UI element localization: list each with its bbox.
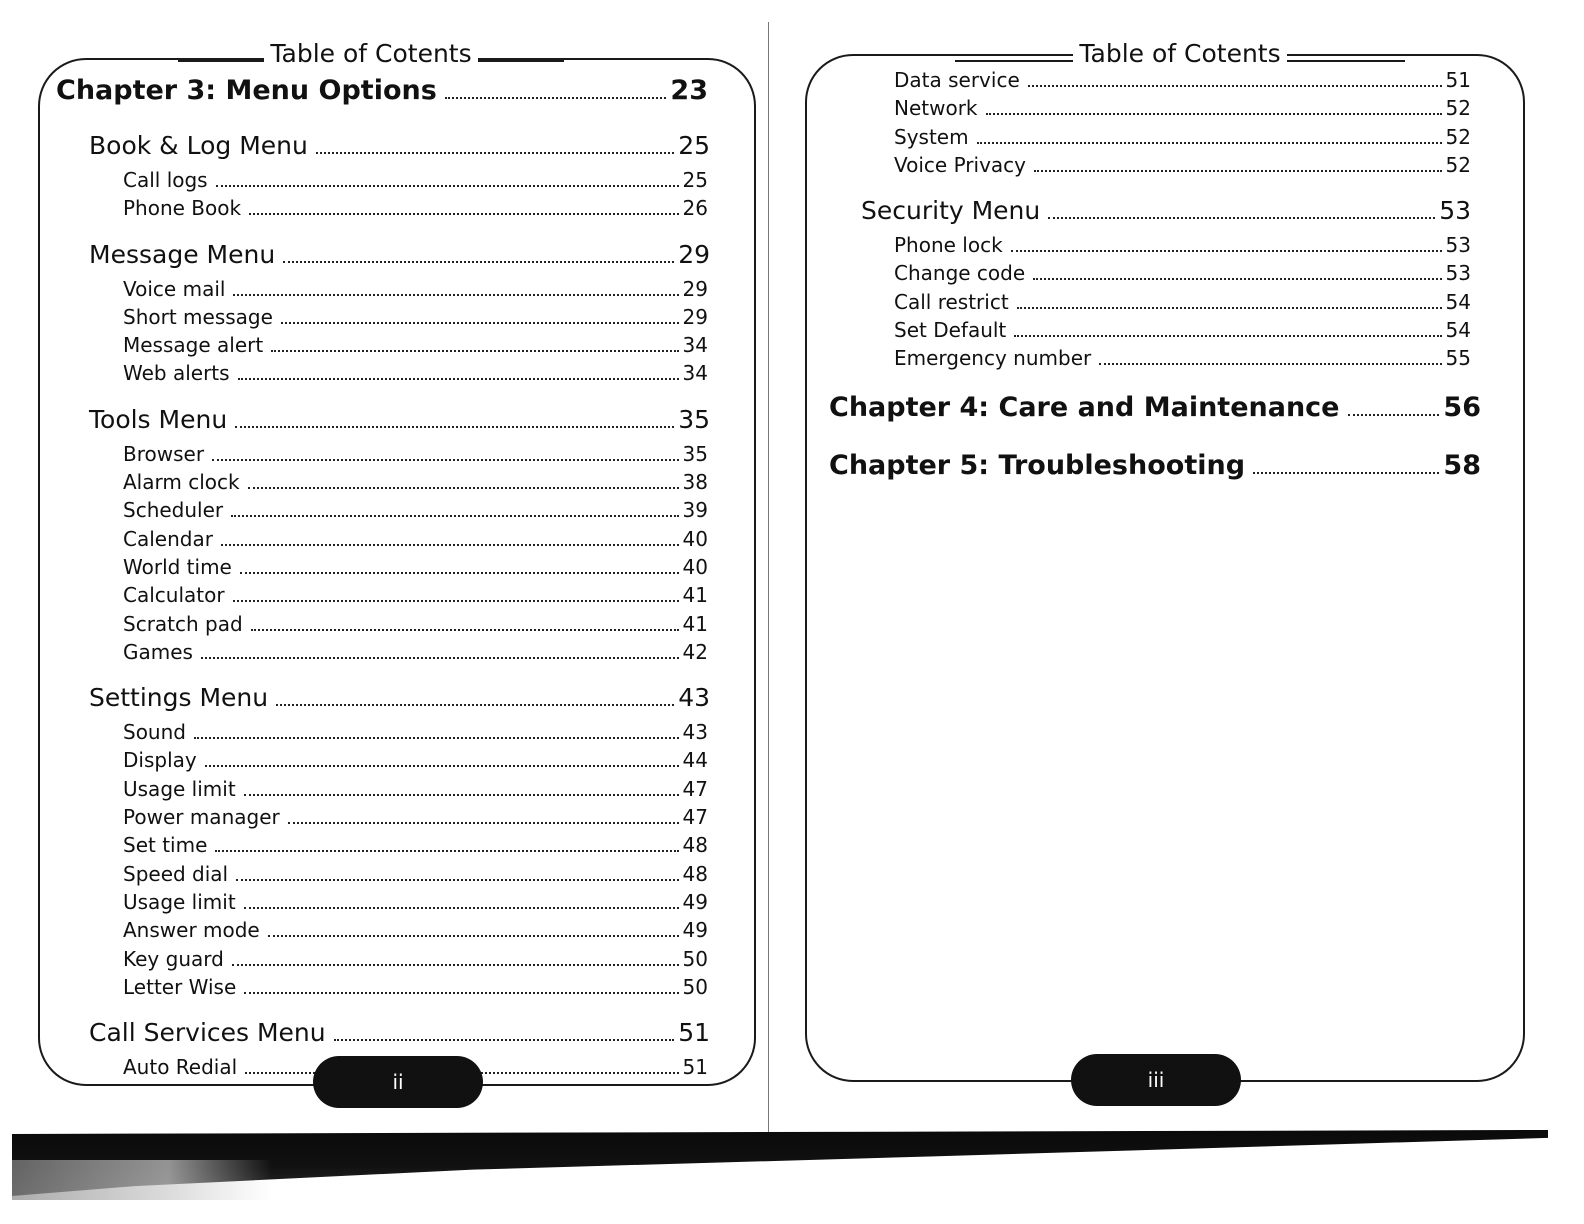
header-title: Table of Cotents [264,39,477,68]
dot-leader [271,350,678,352]
toc-entry-page: 29 [682,304,708,329]
toc-entry-label: Set time [123,833,208,858]
page-header [955,30,1405,70]
toc-list [805,66,1535,489]
toc-entry-label: Answer mode [123,918,260,943]
toc-entry-label: Chapter 4: Care and Maintenance [829,391,1340,423]
toc-item[interactable] [28,916,764,944]
toc-chapter[interactable] [28,68,764,114]
toc-entry-page: 34 [682,361,708,386]
dot-leader [232,964,679,966]
toc-entry-label: Chapter 3: Menu Options [56,75,437,106]
toc-item[interactable] [28,860,764,888]
toc-item[interactable] [28,468,764,496]
dot-leader [201,657,679,659]
toc-entry-page: 49 [682,918,708,943]
toc-item[interactable] [805,94,1535,122]
toc-item[interactable] [28,888,764,916]
dot-leader [288,822,679,824]
toc-item[interactable] [805,231,1535,259]
toc-entry-label: System [894,124,969,149]
toc-entry-label: Message Menu [89,239,276,269]
toc-entry-label: Call restrict [894,289,1009,314]
dot-leader [334,1039,675,1041]
toc-entry-page: 29 [682,276,708,301]
toc-entry-page: 53 [1445,261,1471,286]
toc-entry-label: Tools Menu [89,404,228,434]
toc-entry-label: Chapter 5: Troubleshooting [829,449,1246,481]
toc-item[interactable] [805,123,1535,151]
toc-entry-label: Web alerts [123,361,230,386]
toc-item[interactable] [28,973,764,1001]
toc-entry-page: 34 [682,333,708,358]
dot-leader [231,515,678,517]
toc-gap [28,666,764,678]
toc-entry-page: 40 [682,554,708,579]
toc-entry-page: 29 [678,239,710,269]
toc-gap [805,179,1535,191]
toc-item[interactable] [28,553,764,581]
toc-chapter[interactable] [805,385,1535,431]
toc-entry-page: 35 [682,441,708,466]
toc-entry-page: 54 [1445,318,1471,343]
toc-entry-label: Message alert [123,333,264,358]
toc-entry-label: Auto Redial [123,1055,238,1080]
toc-entry-label: Speed dial [123,861,229,886]
toc-entry-page: 43 [678,683,710,713]
dot-leader [240,572,679,574]
toc-entry-label: Book & Log Menu [89,131,308,160]
toc-item[interactable] [28,831,764,859]
toc-gap [28,1001,764,1013]
toc-chapter[interactable] [805,443,1535,489]
toc-gap [28,388,764,400]
dot-leader [216,185,679,187]
toc-item[interactable] [28,496,764,524]
toc-gap [28,223,764,235]
dot-leader [235,426,674,428]
toc-entry-page: 51 [1445,68,1471,92]
toc-entry-page: 55 [1445,346,1471,371]
header-title: Table of Cotents [1073,39,1286,68]
dot-leader [281,322,679,324]
dot-leader [233,294,678,296]
toc-item[interactable] [28,331,764,359]
toc-item[interactable] [28,166,764,194]
toc-item[interactable] [28,194,764,222]
dot-leader [249,213,678,215]
toc-entry-label: Games [123,639,193,664]
toc-entry-page: 47 [682,805,708,830]
toc-entry-label: Phone lock [894,233,1003,258]
toc-entry-page: 26 [682,196,708,221]
toc-entry-label: Settings Menu [89,683,269,713]
dot-leader [233,600,679,602]
toc-entry-page: 52 [1445,124,1471,149]
toc-item[interactable] [28,945,764,973]
toc-section[interactable] [28,400,764,440]
toc-entry-label: Emergency number [894,346,1092,371]
toc-item[interactable] [28,525,764,553]
toc-item[interactable] [805,151,1535,179]
dot-leader [1028,85,1442,87]
toc-item[interactable] [28,359,764,387]
toc-entry-label: Letter Wise [123,974,237,999]
toc-entry-label: Usage limit [123,776,236,801]
dot-leader [1033,278,1441,280]
dot-leader [977,142,1442,144]
dot-leader [1348,414,1440,416]
toc-entry-page: 50 [682,946,708,971]
dot-leader [212,459,679,461]
page-number-badge: iii [1071,1054,1241,1106]
dot-leader [1011,250,1442,252]
toc-entry-label: Call Services Menu [89,1018,326,1048]
toc-entry-label: Call logs [123,168,208,192]
right-page [805,30,1535,1120]
dot-leader [205,765,679,767]
dot-leader [248,487,679,489]
dot-leader [445,97,667,99]
toc-item[interactable] [28,718,764,746]
toc-gap [805,431,1535,443]
toc-entry-page: 49 [682,889,708,914]
toc-entry-label: Calendar [123,526,213,551]
dot-leader [986,113,1442,115]
toc-item[interactable] [28,638,764,666]
toc-entry-page: 43 [682,720,708,745]
dot-leader [194,737,679,739]
dot-leader [1017,307,1442,309]
toc-entry-page: 52 [1445,152,1471,177]
toc-entry-page: 42 [682,639,708,664]
toc-entry-page: 54 [1445,289,1471,314]
toc-entry-page: 39 [682,498,708,523]
toc-entry-label: Security Menu [861,196,1041,226]
toc-entry-page: 23 [670,75,708,106]
toc-entry-page: 48 [682,833,708,858]
dot-leader [283,261,674,263]
toc-entry-page: 38 [682,470,708,495]
toc-entry-page: 40 [682,526,708,551]
dot-leader [316,152,674,154]
dot-leader [1014,335,1441,337]
toc-entry-page: 25 [678,131,710,160]
dot-leader [276,704,674,706]
dot-leader [251,629,679,631]
toc-entry-page: 52 [1445,96,1471,121]
dot-leader [215,850,678,852]
dot-leader [244,907,679,909]
toc-entry-page: 25 [682,168,708,192]
toc-item[interactable] [28,775,764,803]
toc-entry-page: 48 [682,861,708,886]
toc-entry-page: 41 [682,611,708,636]
toc-entry-page: 58 [1443,449,1481,481]
toc-entry-page: 53 [1439,196,1471,226]
toc-entry-page: 41 [682,583,708,608]
toc-item[interactable] [28,275,764,303]
dot-leader [238,378,679,380]
toc-item[interactable] [28,746,764,774]
toc-entry-page: 53 [1445,233,1471,258]
toc-section[interactable] [805,191,1535,231]
left-page [28,30,764,1120]
toc-entry-page: 51 [682,1055,708,1080]
toc-entry-label: Calculator [123,583,225,608]
toc-entry-label: Alarm clock [123,470,240,495]
toc-section[interactable] [28,235,764,275]
toc-item[interactable] [805,66,1535,94]
toc-entry-label: Scheduler [123,498,224,523]
toc-item[interactable] [28,303,764,331]
toc-item[interactable] [28,581,764,609]
toc-entry-label: Scratch pad [123,611,243,636]
page-number-badge: ii [313,1056,483,1108]
toc-section[interactable] [28,126,764,166]
toc-list [28,68,764,1081]
toc-section[interactable] [28,1013,764,1053]
toc-entry-label: Change code [894,261,1026,286]
scan-shadow-fade [12,1160,272,1200]
toc-item[interactable] [28,803,764,831]
dot-leader [1048,217,1435,219]
toc-item[interactable] [28,610,764,638]
toc-entry-label: Network [894,96,978,121]
dot-leader [244,992,678,994]
toc-item[interactable] [805,259,1535,287]
toc-entry-page: 50 [682,974,708,999]
toc-entry-page: 35 [678,404,710,434]
toc-item[interactable] [805,288,1535,316]
toc-item[interactable] [28,440,764,468]
toc-entry-label: Power manager [123,805,280,830]
toc-entry-label: Usage limit [123,889,236,914]
toc-item[interactable] [805,344,1535,372]
dot-leader [244,794,679,796]
toc-entry-page: 56 [1443,391,1481,423]
toc-entry-label: Key guard [123,946,224,971]
dot-leader [1099,363,1441,365]
toc-entry-page: 51 [678,1018,710,1048]
dot-leader [268,935,679,937]
toc-entry-label: Data service [894,68,1020,92]
toc-entry-label: World time [123,554,232,579]
dot-leader [221,544,679,546]
toc-entry-label: Voice mail [123,276,226,301]
dot-leader [1253,472,1439,474]
toc-entry-label: Display [123,748,197,773]
toc-entry-label: Sound [123,720,186,745]
toc-entry-label: Short message [123,304,273,329]
toc-entry-label: Set Default [894,318,1007,343]
book-binding [768,22,775,1132]
toc-entry-label: Voice Privacy [894,152,1026,177]
toc-gap [805,373,1535,385]
toc-entry-label: Phone Book [123,196,242,221]
dot-leader [236,879,678,881]
page-header [178,30,564,70]
toc-gap [28,114,764,126]
toc-entry-page: 47 [682,776,708,801]
toc-section[interactable] [28,678,764,718]
toc-entry-label: Browser [123,441,205,466]
toc-entry-page: 44 [682,748,708,773]
dot-leader [1034,170,1442,172]
toc-item[interactable] [805,316,1535,344]
